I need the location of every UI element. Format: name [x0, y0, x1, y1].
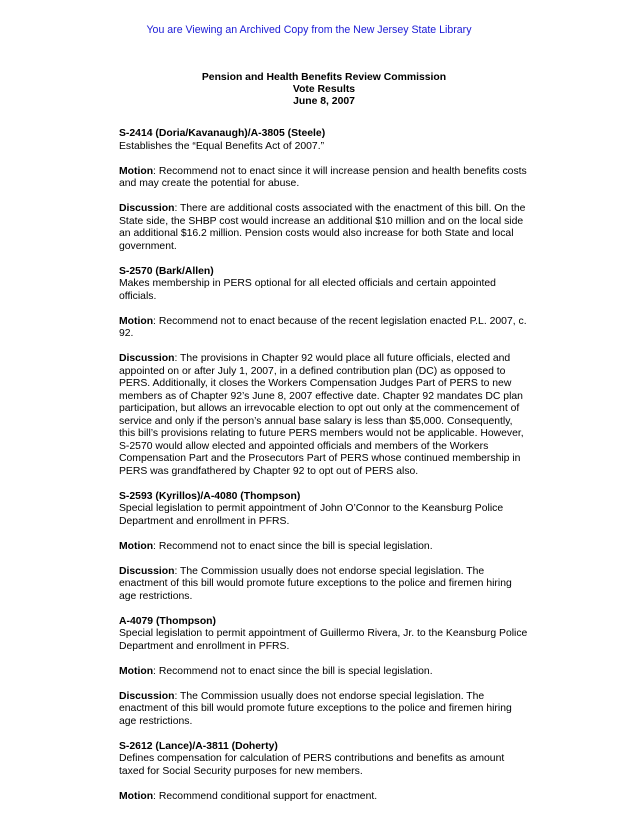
bill-description: Establishes the “Equal Benefits Act of 2007.” [119, 140, 325, 152]
discussion-text: : There are additional costs associated with the enactment of this bill. On the State side, the SHBP cost would increase an additional $10 million and on the local side an additional $16.2 million. Pension costs would also increase for both State and local government. [119, 203, 526, 252]
motion-paragraph [119, 666, 529, 679]
header-subtitle: Vote Results [292, 84, 356, 95]
discussion-label: Discussion [119, 690, 175, 702]
document-header [119, 72, 529, 108]
discussion-label: Discussion [119, 565, 175, 577]
motion-text: : Recommend not to enact because of the recent legislation enacted P.L. 2007, c. 92. [119, 315, 527, 339]
bill-description: Defines compensation for calculation of PERS contributions and benefits as amount taxed for Social Security purposes for new members. [119, 753, 505, 777]
bill-section-a4079 [119, 616, 529, 654]
motion-label: Motion [119, 540, 154, 552]
bill-title: A-4079 (Thompson) [119, 615, 216, 627]
document-body [119, 128, 529, 803]
motion-text: : Recommend not to enact since the bill is special legislation. [153, 665, 433, 677]
bill-section-s2570 [119, 266, 529, 304]
motion-text: : Recommend not to enact since the bill is special legislation. [153, 540, 433, 552]
motion-label: Motion [119, 165, 154, 177]
bill-section-s2593 [119, 491, 529, 529]
discussion-paragraph [119, 691, 529, 729]
motion-text: : Recommend conditional support for enactment. [153, 790, 378, 802]
bill-title: S-2414 (Doria/Kavanaugh)/A-3805 (Steele) [119, 128, 326, 139]
motion-paragraph [119, 791, 529, 804]
motion-paragraph [119, 316, 529, 341]
motion-text: : Recommend not to enact since it will increase pension and health benefits costs and may create the potential for abuse. [119, 165, 527, 189]
header-title: Pension and Health Benefits Review Commission [201, 72, 447, 83]
bill-title: S-2570 (Bark/Allen) [119, 265, 214, 277]
motion-label: Motion [119, 790, 154, 802]
bill-description: Special legislation to permit appointment of Guillermo Rivera, Jr. to the Keansburg Police Department and enrollment in PFRS. [119, 628, 528, 652]
motion-paragraph [119, 166, 529, 191]
motion-label: Motion [119, 315, 154, 327]
discussion-paragraph [119, 566, 529, 604]
discussion-text: : The Commission usually does not endorse special legislation. The enactment of this bill would promote future exceptions to the police and firemen hiring age restrictions. [119, 690, 512, 727]
header-date: June 8, 2007 [293, 96, 355, 107]
discussion-paragraph [119, 203, 529, 253]
archive-banner: You are Viewing an Archived Copy from the New Jersey State Library [146, 24, 472, 36]
discussion-text: : The Commission usually does not endorse special legislation. The enactment of this bill would promote future exceptions to the police and firemen hiring age restrictions. [119, 565, 512, 602]
motion-paragraph [119, 541, 529, 554]
discussion-label: Discussion [119, 353, 175, 364]
bill-section-s2414 [119, 128, 529, 153]
bill-title: S-2593 (Kyrillos)/A-4080 (Thompson) [119, 490, 301, 502]
bill-description: Makes membership in PERS optional for all elected officials and certain appointed officials. [119, 278, 496, 302]
discussion-text: : The provisions in Chapter 92 would place all future officials, elected and appointed on or after July 1, 2007, in a defined contribution plan (DC) as opposed to PERS. Additionally, it closes the Workers Compensation Judges Part of PERS to new members as of Chapter 92’s June 8, 2007 effective date. Chapter 92 mandates DC plan participation, but allows an irrevocable election to opt out only at the commencement of service and only if the person’s annual base salary is less than $5,000. Consequently, this bill’s provisions relating to future PERS members would not be applicable. However, S-2570 would allow elected and appointed officials and members of the Workers Compensation Part and the Prosecutors Part of PERS whose continued membership in PERS was grandfathered by Chapter 92 to opt out of PERS also. [119, 353, 524, 477]
bill-section-s2612 [119, 741, 529, 779]
discussion-label: Discussion [119, 203, 175, 214]
bill-title: S-2612 (Lance)/A-3811 (Doherty) [119, 740, 278, 752]
motion-label: Motion [119, 665, 154, 677]
discussion-paragraph [119, 353, 529, 478]
document-page [119, 72, 529, 816]
bill-description: Special legislation to permit appointment of John O’Connor to the Keansburg Police Department and enrollment in PFRS. [119, 503, 504, 527]
